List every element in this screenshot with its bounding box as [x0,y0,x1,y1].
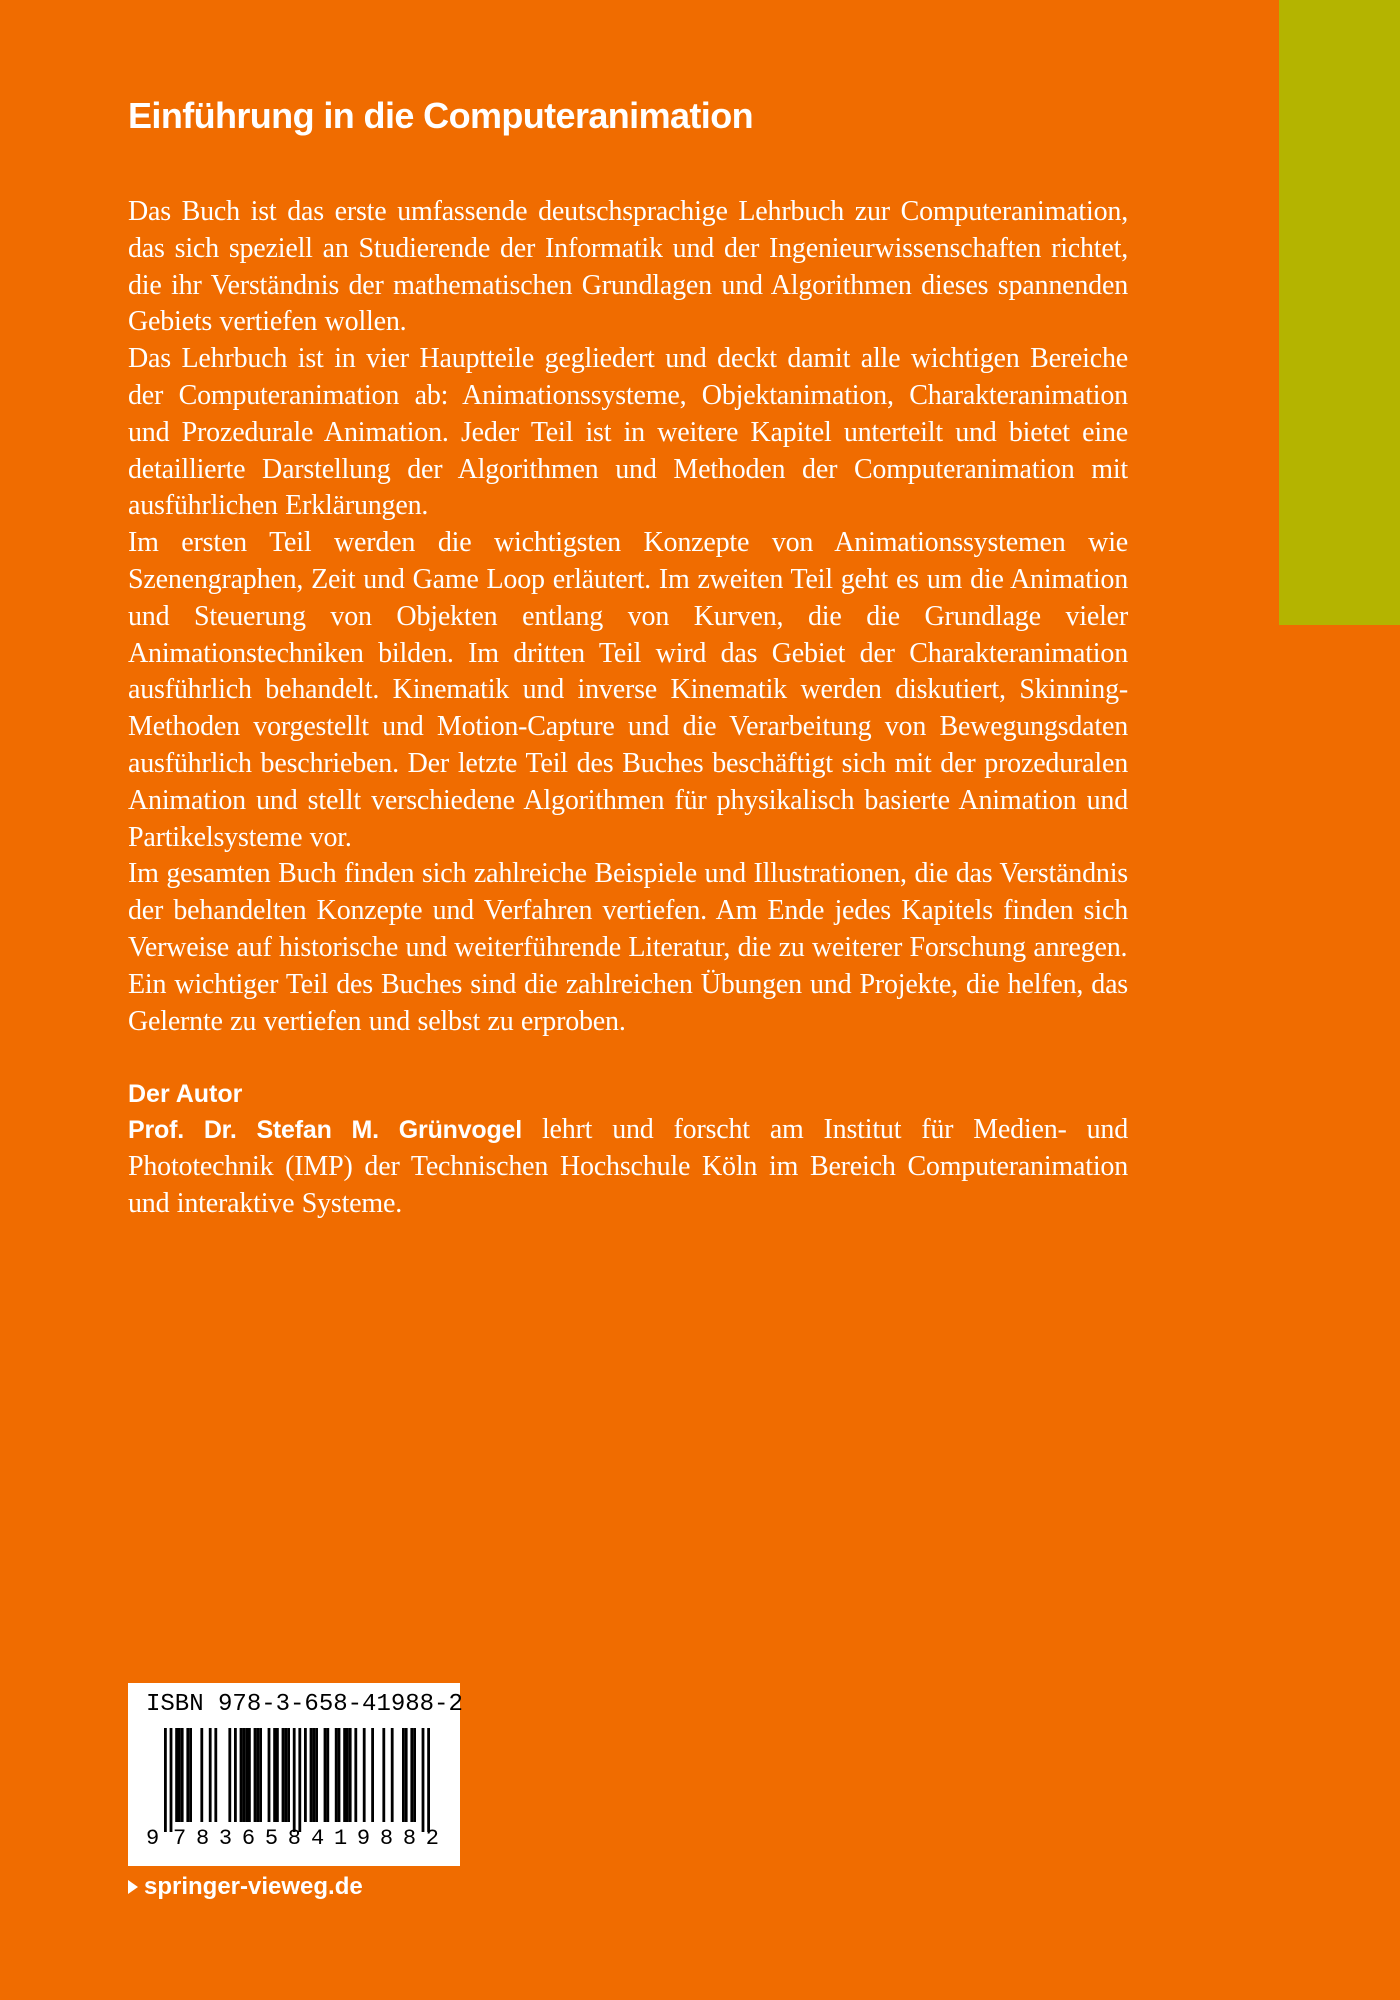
barcode-bar [410,1728,413,1822]
barcode-bar [228,1728,231,1822]
barcode-bar [343,1728,346,1822]
barcode-bar [363,1728,366,1822]
author-name: Prof. Dr. Stefan M. Grünvogel [128,1116,523,1145]
barcode-bar [310,1728,313,1822]
barcode-bar [315,1728,318,1822]
author-heading: Der Autor [128,1080,243,1109]
isbn-label: ISBN 978-3-658-41988-2 [146,1691,463,1718]
barcode-bar [214,1728,217,1822]
barcode-bar [175,1728,178,1822]
barcode-graphic [146,1728,446,1848]
barcode-bar [209,1728,212,1822]
barcode-bar [293,1728,296,1832]
barcode-right-digits: 419882 [311,1826,439,1848]
publisher-website[interactable]: springer-vieweg.de [144,1873,363,1900]
author-bio-text: lehrt und forscht am Institut für Medien- und Phototechnik (IMP) der Technischen Hochschule Köln im Bereich Computeranimation und interaktive Systeme. [128,1114,1128,1219]
barcode-bar [268,1728,271,1822]
barcode-bar [254,1728,257,1822]
book-title: Einführung in die Computeranimation [128,95,753,136]
barcode-bar [273,1728,276,1822]
description-paragraph: Im ersten Teil werden die wichtigsten Konzepte von Animationssystemen wie Szenengraphen, Zeit und Game Loop erläutert. Im zweiten Teil geht es um die Animation und Steuerung von Objekten entlang von Kurven, die die Grundlage vieler Animationstechniken bilden. Im dritten Teil wird das Gebiet der Charakteranimation ausführlich behandelt. Kinematik und inverse Kinematik werden diskutiert, Skinning-Methoden vorgestellt und Motion-Capture und die Verarbeitung von Bewegungsdaten ausführlich beschrieben. Der letzte Teil des Buches beschäftigt sich mit der prozeduralen Animation und stellt verschiedene Algorithmen für physikalisch basierte Animation und Partikelsysteme vor. [128,527,1128,853]
barcode-bar [335,1728,338,1822]
barcode-bar [181,1728,184,1822]
description-paragraph: Das Lehrbuch ist in vier Hauptteile gegliedert und deckt damit alle wichtigen Bereiche der Computeranimation ab: Animationssysteme, Objektanimation, Charakteranimation und Prozedurale Animation. Jeder Teil ist in weitere Kapitel unterteilt und bietet eine detaillierte Darstellung der Algorithmen und Methoden der Computeranimation mit ausführlichen Erklärungen. [128,343,1128,522]
barcode-bar [402,1728,405,1822]
description-paragraph: Ein wichtiger Teil des Buches sind die zahlreichen Übungen und Projekte, die helfen, das Gelernte zu vertiefen und selbst zu erproben. [128,968,1128,1037]
barcode-bar [234,1728,237,1822]
barcode-bar [371,1728,374,1822]
barcode-bar [298,1728,301,1832]
publisher-link[interactable] [128,1872,363,1902]
barcode-bar [170,1728,173,1832]
barcode-bar [413,1728,416,1822]
barcode-bar [382,1728,385,1822]
barcode-bar [422,1728,425,1832]
barcode-bar [354,1728,357,1822]
barcode-bar [391,1728,394,1822]
barcode-bar [276,1728,279,1822]
barcode-bar [245,1728,248,1822]
barcode-first-digit: 9 [146,1826,160,1848]
barcode-bar [349,1728,352,1822]
description [128,194,1128,1040]
barcode-bar [248,1728,251,1822]
barcode-bar [312,1728,315,1822]
barcode-bar [284,1728,287,1822]
triangle-right-icon [128,1880,138,1894]
barcode-bars [164,1728,430,1832]
barcode-bar [405,1728,408,1822]
barcode-bar [304,1728,307,1822]
author-bio [128,1112,1128,1222]
barcode-bar [178,1728,181,1822]
barcode-bar [242,1728,245,1822]
description-paragraph: Das Buch ist das erste umfassende deutschsprachige Lehrbuch zur Computeranimation, das sich speziell an Studierende der Informatik und der Ingenieurwissenschaften richtet, die ihr Verständnis der mathematischen Grundlagen und Algorithmen dieses spannenden Gebiets vertiefen wollen. [128,196,1128,338]
barcode-bar [338,1728,341,1822]
barcode-bar [326,1728,329,1822]
barcode-bar [259,1728,262,1822]
barcode-bar [189,1728,192,1822]
barcode-left-digits: 783658 [173,1826,301,1848]
description-paragraph: Im gesamten Buch finden sich zahlreiche Beispiele und Illustrationen, die das Verständnis der behandelten Konzepte und Verfahren vertiefen. Am Ende jedes Kapitels finden sich Verweise auf historische und weiterführende Literatur, die zu weiterer Forschung anregen. [128,858,1128,963]
barcode-bar [256,1728,259,1822]
barcode-bar [346,1728,349,1822]
barcode-bar [287,1728,290,1822]
isbn-barcode [128,1683,463,1866]
barcode-bar [240,1728,243,1822]
barcode-bar [427,1728,430,1832]
barcode-bar [164,1728,167,1832]
barcode-bar [186,1728,189,1822]
spine-accent-band [1279,0,1400,625]
barcode-bar [200,1728,203,1822]
back-cover-content [128,86,1128,1223]
barcode-bar [282,1728,285,1822]
barcode-bar [324,1728,327,1822]
